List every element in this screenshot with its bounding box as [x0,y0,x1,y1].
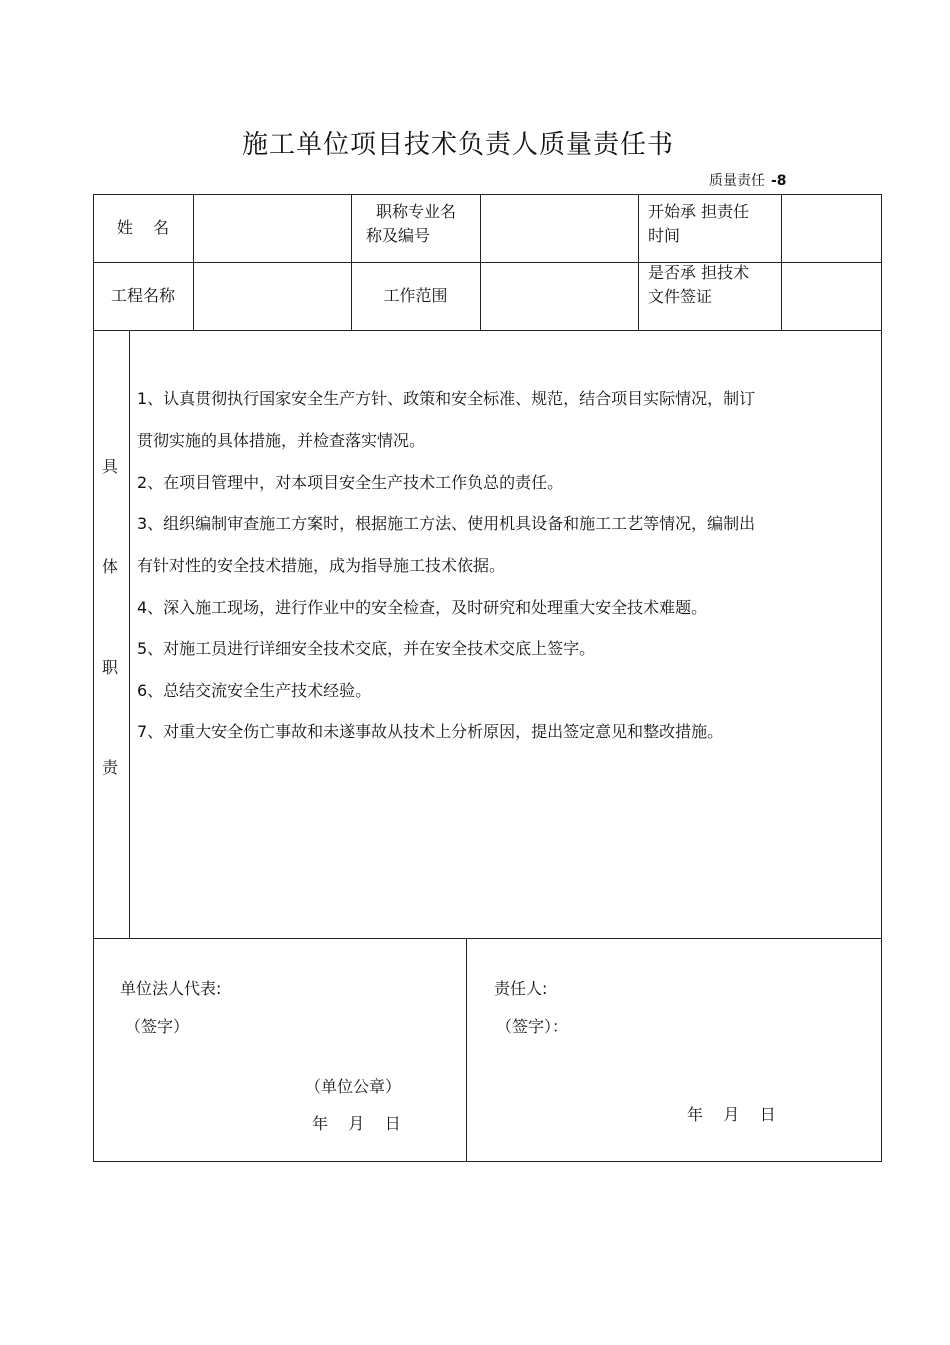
code-number: -8 [771,173,787,189]
duty-line: 4、深入施工现场，进行作业中的安全检查，及时研究和处理重大安全技术难题。 [137,598,708,617]
row-divider-3 [93,938,882,939]
start-time-label-line2: 时间 [648,226,681,245]
duty-line: 5、对施工员进行详细安全技术交底，并在安全技术交底上签字。 [137,639,596,658]
company-seal: （单位公章） [305,1077,402,1096]
name-value[interactable] [194,195,351,262]
work-scope-value[interactable] [481,263,638,330]
row-divider-2 [93,330,882,331]
professional-title-value[interactable] [481,195,638,262]
legal-representative-signature[interactable]: （签字） [125,1017,190,1036]
duty-line: 2、在项目管理中，对本项目安全生产技术工作负总的责任。 [137,473,564,492]
professional-title-label-line2: 称及编号 [366,226,431,245]
code-label: 质量责任 [709,173,765,189]
duties-side-char: 职 [101,658,118,677]
duty-line: 有针对性的安全技术措施，成为指导施工技术依据。 [137,556,506,575]
document-title: 施工单位项目技术负责人质量责任书 [241,130,674,160]
start-time-value[interactable] [782,195,881,262]
legal-representative-label: 单位法人代表: [120,979,222,998]
name-label: 姓 名 [116,218,170,237]
duties-side-divider [129,330,130,938]
duty-line: 1、认真贯彻执行国家安全生产方针、政策和安全标准、规范，结合项目实际情况，制订 [137,389,756,408]
duties-side-char: 具 [101,457,118,476]
start-time-label-line1: 开始承 担责任 [648,202,750,221]
duty-line: 贯彻实施的具体措施，并检查落实情况。 [137,431,426,450]
project-name-label: 工程名称 [110,286,175,305]
responsible-person-label: 责任人: [494,979,548,998]
duty-line: 3、组织编制审查施工方案时，根据施工方法、使用机具设备和施工工艺等情况，编制出 [137,514,756,533]
project-name-value[interactable] [194,263,351,330]
right-date[interactable]: 年 月 日 [687,1105,776,1124]
col-divider-4 [638,194,639,330]
signature-divider [466,938,467,1162]
professional-title-label [352,200,480,248]
tech-doc-sign-value[interactable] [782,263,881,330]
tech-doc-sign-label-line1: 是否承 担技术 [648,263,750,282]
duty-line: 7、对重大安全伤亡事故和未遂事故从技术上分析原因，提出签定意见和整改措施。 [137,722,724,741]
work-scope-label: 工作范围 [383,286,448,305]
duties-side-char: 责 [101,758,118,777]
tech-doc-sign-label [648,261,778,309]
tech-doc-sign-label-line2: 文件签证 [648,287,713,306]
professional-title-label-line1: 职称专业名 [375,202,456,221]
duties-side-char: 体 [101,557,118,576]
responsible-person-signature[interactable]: （签字）： [496,1017,569,1036]
document-code [709,170,787,190]
left-date[interactable]: 年 月 日 [312,1114,401,1133]
start-time-label [648,200,778,248]
duty-line: 6、总结交流安全生产技术经验。 [137,681,372,700]
